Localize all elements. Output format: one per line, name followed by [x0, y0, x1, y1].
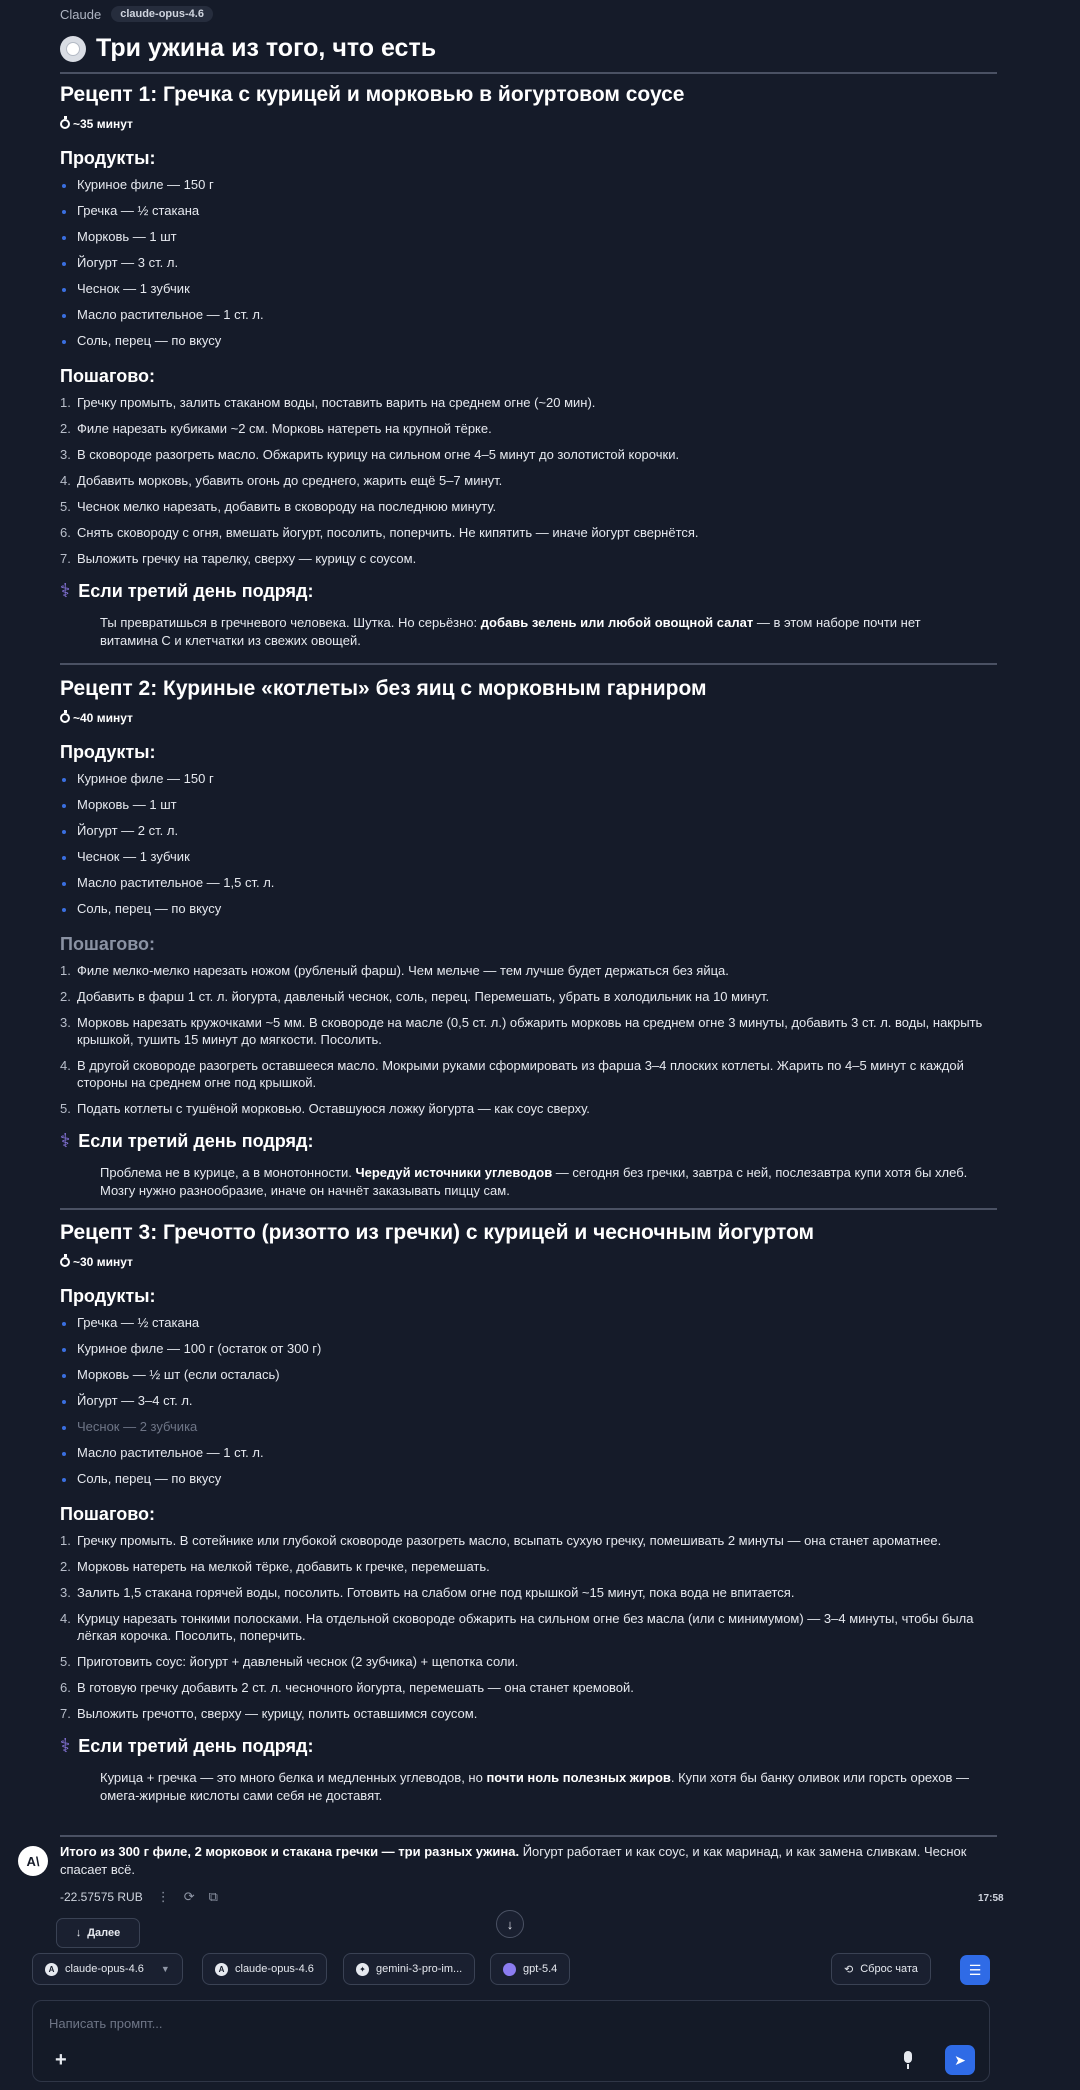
recipe-3	[60, 1218, 1000, 1805]
app-name: Claude	[60, 6, 102, 22]
message-meta	[60, 1889, 218, 1905]
next-button[interactable]: ↓ Далее	[56, 1918, 140, 1948]
model-selector[interactable]: A claude-opus-4.6 ▼	[32, 1953, 183, 1985]
list-item: Куриное филе — 150 г	[60, 172, 1000, 198]
plus-icon[interactable]: +	[55, 2049, 67, 2071]
recipe-time-text: ~30 минут	[73, 1255, 133, 1269]
prompt-input[interactable]	[47, 2015, 751, 2032]
ingredient-list	[60, 172, 1000, 354]
recipe-time-text: ~40 минут	[73, 711, 133, 725]
recipe-title: Рецепт 3: Гречотто (ризотто из гречки) с курицей и чесночным йогуртом	[60, 1221, 815, 1244]
steps-heading: Пошагово:	[60, 934, 156, 954]
list-item: Масло растительное — 1 ст. л.	[60, 302, 1000, 328]
list-item: Морковь — 1 шт	[60, 224, 1000, 250]
list-item: Масло растительное — 1 ст. л.	[60, 1440, 1000, 1466]
step-item: 7. Выложить гречку на тарелку, сверху — курицу с соусом.	[60, 551, 417, 566]
list-item: Чеснок — 1 зубчик	[60, 276, 1000, 302]
recipe-1	[60, 80, 1000, 650]
plate-icon	[60, 36, 86, 62]
ingredient-list	[60, 766, 1000, 922]
tip-heading: ⚕ Если третий день подряд:	[60, 580, 314, 602]
step-list	[60, 390, 1000, 572]
list-item: Чеснок — 1 зубчик	[60, 844, 1000, 870]
arrow-down-icon: ↓	[75, 1927, 82, 1939]
ingredient-list	[60, 1310, 1000, 1492]
list-item: Морковь — 1 шт	[60, 792, 1000, 818]
cost-label: -22.57575 RUB	[60, 1890, 143, 1904]
steps-heading: Пошагово:	[60, 366, 156, 386]
products-heading: Продукты:	[60, 742, 156, 762]
list-item: Чеснок — 2 зубчика	[60, 1414, 1000, 1440]
step-list	[60, 958, 1000, 1122]
list-item: Морковь — ½ шт (если осталась)	[60, 1362, 1000, 1388]
divider	[60, 1208, 997, 1210]
step-item: 4. Курицу нарезать тонкими полосками. На отдельной сковороде обжарить на сильном огне без масла (или с минимумом) — 3–4 минуты, чтобы была лёгкая корочка. Посолить, поперчить.	[60, 1611, 974, 1643]
arrow-down-icon: ↓	[506, 1916, 514, 1932]
history-icon: ⟲	[844, 1963, 854, 1976]
more-icon[interactable]: ⋮	[156, 1889, 170, 1904]
step-item: 3. Залить 1,5 стакана горячей воды, посолить. Готовить на слабом огне под крышкой ~15 минут, пока вода не впитается.	[60, 1585, 795, 1600]
anthropic-icon: A	[215, 1963, 228, 1976]
microphone-icon[interactable]	[901, 2051, 915, 2069]
recipe-2	[60, 674, 1000, 1200]
step-item: 7. Выложить гречотто, сверху — курицу, полить оставшимся соусом.	[60, 1706, 478, 1721]
step-item: 4. Добавить морковь, убавить огонь до среднего, жарить ещё 5–7 минут.	[60, 473, 503, 488]
step-item: 5. Приготовить соус: йогурт + давленый чеснок (2 зубчика) + щепотка соли.	[60, 1654, 519, 1669]
timer-icon	[60, 1257, 70, 1267]
list-item: Йогурт — 3–4 ст. л.	[60, 1388, 1000, 1414]
timer-icon	[60, 713, 70, 723]
list-item: Куриное филе — 150 г	[60, 766, 1000, 792]
stethoscope-icon: ⚕	[60, 580, 71, 602]
tip-text: Ты превратишься в гречневого человека. Шутка. Но серьёзно: добавь зелень или любой овощной салат — в этом наборе почти нет витамина C и клетчатки из свежих овощей.	[100, 615, 921, 648]
step-item: 1. Филе мелко-мелко нарезать ножом (рубленый фарш). Чем мельче — тем лучше будет держаться без яйца.	[60, 963, 729, 978]
tip-text: Курица + гречка — это много белка и медленных углеводов, но почти ноль полезных жиров. Купи хотя бы банку оливок или горсть орехов — омега-жирные кислоты сами себя не доставят.	[100, 1770, 969, 1803]
list-item: Соль, перец — по вкусу	[60, 1466, 1000, 1492]
list-item: Йогурт — 3 ст. л.	[60, 250, 1000, 276]
copy-icon[interactable]: ⧉	[208, 1889, 218, 1904]
list-item: Гречка — ½ стакана	[60, 198, 1000, 224]
list-item: Гречка — ½ стакана	[60, 1310, 1000, 1336]
sliders-icon: ☰	[968, 1961, 982, 1978]
step-item: 2. Филе нарезать кубиками ~2 см. Морковь натереть на крупной тёрке.	[60, 421, 492, 436]
recipe-time	[60, 706, 1000, 730]
products-heading: Продукты:	[60, 1286, 156, 1306]
recipe-title: Рецепт 1: Гречка с курицей и морковью в йогуртовом соусе	[60, 83, 685, 106]
recipe-title: Рецепт 2: Куриные «котлеты» без яиц с морковным гарниром	[60, 677, 707, 700]
tip-text: Проблема не в курице, а в монотонности. Чередуй источники углеводов — сегодня без гречки, завтра с ней, послезавтра купи хотя бы хлеб. Мозгу нужно разнообразие, иначе он начнёт заказывать пиццу сам.	[100, 1165, 968, 1198]
steps-heading: Пошагово:	[60, 1504, 156, 1524]
divider	[60, 72, 997, 74]
model-chip[interactable]: gpt-5.4	[490, 1953, 570, 1985]
page-title	[60, 34, 436, 63]
step-item: 3. В сковороде разогреть масло. Обжарить курицу на сильном огне 4–5 минут до золотистой корочки.	[60, 447, 680, 462]
step-item: 5. Чеснок мелко нарезать, добавить в сковороду на последнюю минуту.	[60, 499, 497, 514]
settings-button[interactable]	[960, 1955, 990, 1985]
summary-text: Итого из 300 г филе, 2 морковок и стакана гречки — три разных ужина. Йогурт работает и как соус, и как маринад, и как замена сливкам. Чеснок спасает всё.	[60, 1844, 967, 1877]
anthropic-icon: A	[45, 1963, 58, 1976]
list-item: Соль, перец — по вкусу	[60, 328, 1000, 354]
recipe-time-text: ~35 минут	[73, 117, 133, 131]
chevron-down-icon: ▼	[160, 1964, 170, 1974]
model-chip[interactable]: A claude-opus-4.6	[202, 1953, 327, 1985]
divider	[60, 1835, 997, 1837]
tip-heading: ⚕ Если третий день подряд:	[60, 1735, 314, 1757]
send-button[interactable]	[945, 2045, 975, 2075]
send-icon: ➤	[954, 2051, 966, 2068]
openai-icon	[503, 1963, 516, 1976]
step-item: 2. Добавить в фарш 1 ст. л. йогурта, давленый чеснок, соль, перец. Перемешать, убрать в холодильник на 10 минут.	[60, 989, 770, 1004]
reset-chat-button[interactable]: ⟲ Сброс чата	[831, 1953, 931, 1985]
composer	[32, 2000, 990, 2082]
step-item: 5. Подать котлеты с тушёной морковью. Оставшуюся ложку йогурта — как соус сверху.	[60, 1101, 590, 1116]
products-heading: Продукты:	[60, 148, 156, 168]
gemini-icon: ✦	[356, 1963, 369, 1976]
step-item: 6. В готовую гречку добавить 2 ст. л. чесночного йогурта, перемешать — она станет кремовой.	[60, 1680, 634, 1695]
recipe-time	[60, 1250, 1000, 1274]
model-chip[interactable]: ✦ gemini-3-pro-im...	[343, 1953, 475, 1985]
step-item: 6. Снять сковороду с огня, вмешать йогурт, посолить, поперчить. Не кипятить — иначе йогурт свернётся.	[60, 525, 699, 540]
step-list	[60, 1528, 1000, 1727]
list-item: Йогурт — 2 ст. л.	[60, 818, 1000, 844]
divider	[60, 663, 997, 665]
top-bar	[60, 6, 213, 22]
assistant-avatar: A\	[18, 1846, 48, 1876]
step-item: 4. В другой сковороде разогреть оставшееся масло. Мокрыми руками сформировать из фарша 3–4 плоских котлеты. Жарить по 4–5 минут с каждой стороны на среднем огне под крышкой.	[60, 1058, 964, 1090]
message-time: 17:58	[978, 1893, 1004, 1904]
list-item: Куриное филе — 100 г (остаток от 300 г)	[60, 1336, 1000, 1362]
step-item: 1. Гречку промыть. В сотейнике или глубокой сковороде разогреть масло, всыпать сухую гречку, помешивать 2 минуты — она станет ароматнее.	[60, 1533, 942, 1548]
tip-heading: ⚕ Если третий день подряд:	[60, 1130, 314, 1152]
scroll-down-button[interactable]	[496, 1910, 524, 1938]
recipe-time	[60, 112, 1000, 136]
list-item: Масло растительное — 1,5 ст. л.	[60, 870, 1000, 896]
step-item: 2. Морковь натереть на мелкой тёрке, добавить к гречке, перемешать.	[60, 1559, 490, 1574]
step-item: 1. Гречку промыть, залить стаканом воды, поставить варить на среднем огне (~20 мин).	[60, 395, 596, 410]
step-item: 3. Морковь нарезать кружочками ~5 мм. В сковороде на масле (0,5 ст. л.) обжарить морковь на среднем огне 3 минуты, добавить 3 ст. л. воды, накрыть крышкой, тушить 15 минут до мягкости. Посолить.	[60, 1015, 983, 1047]
stethoscope-icon: ⚕	[60, 1130, 71, 1152]
refresh-icon[interactable]: ⟳	[183, 1889, 195, 1904]
list-item: Соль, перец — по вкусу	[60, 896, 1000, 922]
page-title-text: Три ужина из того, что есть	[96, 34, 437, 62]
stethoscope-icon: ⚕	[60, 1735, 71, 1757]
model-badge[interactable]: claude-opus-4.6	[111, 6, 213, 22]
timer-icon	[60, 119, 70, 129]
model-chip-row	[0, 1953, 1080, 1985]
